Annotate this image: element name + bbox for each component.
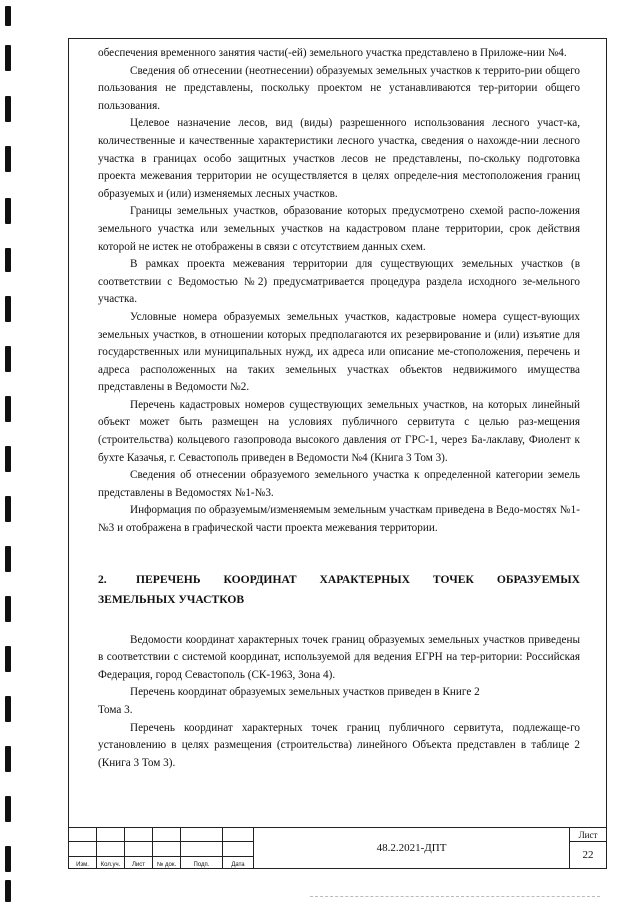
binding-mark <box>5 198 11 224</box>
stamp-cell <box>97 828 125 842</box>
sheet-number: 22 <box>570 842 607 869</box>
binding-mark <box>5 796 11 822</box>
paragraph: Тома 3. <box>98 704 133 716</box>
title-block-table <box>68 827 607 869</box>
paragraph: Границы земельных участков, образование которых предусмотрено схемой распо-ложения земельного участка или земельных участков на кадастровом плане территории, срок действия которой не истек не отображены в связи с отсутствием данных схем. <box>98 205 580 253</box>
paragraph: Сведения об отнесении (неотнесении) образуемых земельных участков к террито-рии общего пользования не представлены, поскольку проектом не устанавливаются тер-ритории общего пользования. <box>98 64 580 112</box>
paragraph: Перечень координат образуемых земельных участков приведен в Книге 2 <box>130 686 480 699</box>
binding-mark <box>5 396 11 422</box>
binding-mark <box>5 846 11 872</box>
binding-mark <box>5 446 11 472</box>
binding-mark <box>5 146 11 172</box>
binding-mark <box>5 296 11 322</box>
stamp-header-change: Изм. <box>69 856 97 868</box>
stamp-cell <box>97 842 125 856</box>
binding-mark <box>5 696 11 722</box>
stamp-header-count: Кол.уч. <box>97 856 125 868</box>
section-title: ПЕРЕЧЕНЬ КООРДИНАТ ХАРАКТЕРНЫХ ТОЧЕК ОБРАЗУЕМЫХ ЗЕМЕЛЬНЫХ УЧАСТКОВ <box>98 572 580 606</box>
binding-mark <box>5 96 11 122</box>
binding-mark <box>5 496 11 522</box>
stamp-cell <box>181 828 223 842</box>
stamp-cell <box>125 828 153 842</box>
document-code: 48.2.2021-ДПТ <box>254 828 570 869</box>
paragraph: В рамках проекта межевания территории для существующих земельных участков (в соответствии с Ведомостью №2) предусматривается процедура раздела исходного зе-мельного участка. <box>98 258 580 306</box>
binding-mark <box>5 746 11 772</box>
paragraph: Условные номера образуемых земельных участков, кадастровые номера сущест-вующих земельных участков, в отношении которых предполагаются их резервирование и (или) изъятие для государственных или муниципальных нужд, их адреса или описание ме-стоположения, перечень и адреса расположенных на таких земельных участках объектов недвижимого имущества представлены в Ведомости №2. <box>98 310 580 394</box>
paragraph: обеспечения временного занятия части(-ей) земельного участка представлено в Приложе-нии №4. <box>98 47 567 59</box>
stamp-cell <box>125 842 153 856</box>
document-body <box>98 45 580 772</box>
paragraph: Целевое назначение лесов, вид (виды) разрешенного использования лесного участ-ка, количественные и качественные характеристики лесного участка, сведения о нахожде-нии лесного участка в границах особо защитных участков лесов не представлены, по-скольку подготовка проекта межевания территории не осуществляется в целях определе-ния местоположения границ образуемых и (или) изменяемых лесных участков. <box>98 117 580 200</box>
binding-mark <box>5 346 11 372</box>
title-block <box>68 827 607 869</box>
stamp-cell <box>153 828 181 842</box>
paragraph: Перечень кадастровых номеров существующих земельных участков, на которых линейный объект может быть размещен на условиях публичного сервитута с целью раз-мещения (строительства) кольцевого газопровода высокого давления от ГРС-1, через Ба-лаклаву, Фиолент к бухте Казачья, г. Севастополь приведен в Ведомости №4 (Книга 3 Том 3). <box>98 398 580 464</box>
binding-mark <box>5 248 11 272</box>
stamp-cell <box>223 828 254 842</box>
paragraph: Перечень координат характерных точек границ публичного сервитута, подлежаще-го установлению в целях размещения (строительства) линейного Объекта представлен в таблице 2 (Книга 3 Том 3). <box>98 721 580 769</box>
binding-mark <box>5 45 11 71</box>
stamp-header-signature: Подп. <box>181 856 223 868</box>
binding-mark <box>5 546 11 572</box>
binding-mark <box>5 646 11 672</box>
stamp-header-date: Дата <box>223 856 254 868</box>
stamp-cell <box>69 828 97 842</box>
paragraph: Информация по образуемым/изменяемым земельным участкам приведена в Ведо-мостях №1-№3 и отображена в графической части проекта межевания территории. <box>98 504 580 535</box>
stamp-header-sheet: Лист <box>125 856 153 868</box>
section-number: 2. <box>98 572 107 586</box>
stamp-header-doc: № док. <box>153 856 181 868</box>
paragraph: Сведения об отнесении образуемого земельного участка к определенной категории земель представлены в Ведомостях №1-№3. <box>98 469 580 499</box>
binding-mark <box>5 6 11 26</box>
binding-mark <box>5 880 11 902</box>
binding-marks <box>5 0 17 905</box>
stamp-cell <box>223 842 254 856</box>
stamp-cell <box>153 842 181 856</box>
scan-artifact-line <box>310 896 600 898</box>
stamp-cell <box>69 842 97 856</box>
paragraph: Ведомости координат характерных точек границ образуемых земельных участков приведены в соответствии с системой координат, используемой для ведения ЕГРН на тер-ритории: Российская Федерация, город Севастополь (СК-1963, Зона 4). <box>98 633 580 681</box>
sheet-label: Лист <box>570 828 607 842</box>
section-heading <box>98 570 580 610</box>
stamp-cell <box>181 842 223 856</box>
binding-mark <box>5 596 11 622</box>
